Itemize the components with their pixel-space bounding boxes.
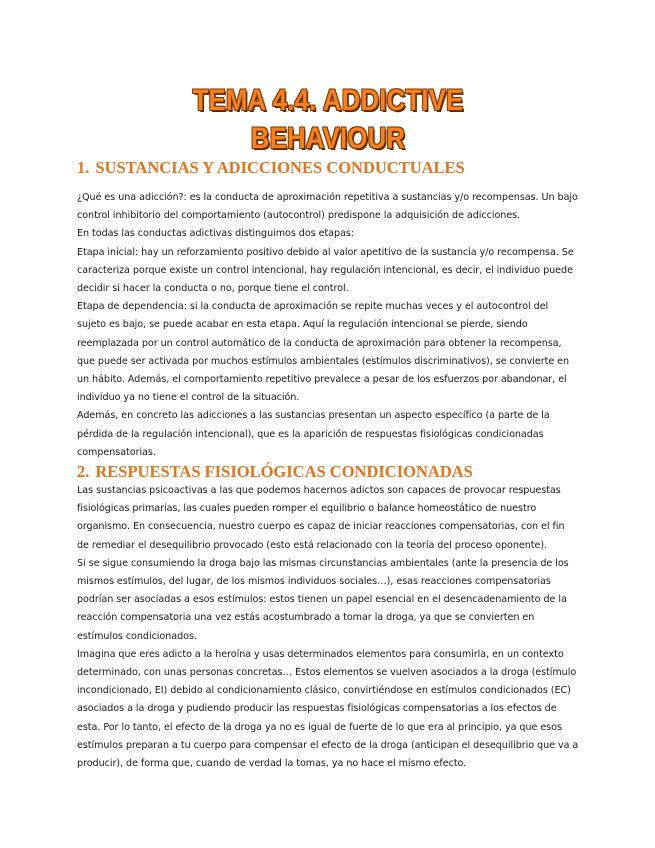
paragraph-1-3: Etapa inicial: hay un reforzamiento positivo debido al valor apetitivo de la sustancia y/o recompensa. Se caracteriza porque existe un control intencional, hay regulación intencional, es decir, el individuo puede decidir si hacer la conducta o no, porque tiene el control. (77, 246, 574, 295)
paragraph-1-1: ¿Qué es una adicción?: es la conducta de aproximación repetitiva a sustancias y/o recompensas. Un bajo control inhibitorio del comportamiento (autocontrol) predispone la adquisición de adicciones. (77, 192, 578, 222)
paragraph-2-1: Las sustancias psicoactivas a las que podemos hacernos adictos son capaces de provocar respuestas fisiológicas primarias, las cuales pueden romper el equilibrio o balance homeostático de nuestro organismo. En consecuencia, nuestro cuerpo es capaz de iniciar reacciones compensatorias, con el fin de remediar el desequilibrio provocado (esto está relacionado con la teoría del proceso oponente). (77, 485, 565, 551)
section-title-2: RESPUESTAS FISIOLÓGICAS CONDICIONADAS (95, 462, 473, 482)
section-title-1: SUSTANCIAS Y ADICCIONES CONDUCTUALES (95, 158, 465, 177)
section-number-1: 1. (77, 158, 90, 177)
paragraph-1-4: Etapa de dependencia: si la conducta de aproximación se repite muchas veces y el autocontrol del sujeto es bajo, se puede acabar en esta etapa. Aquí la regulación intencional se pierde, siendo reemplazada por un control automático de la conducta de aproximación para obtener la recompensa, que puede ser activada por muchos estímulos ambientales (estímulos discriminativos), se convierte en un hábito. Además, el comportamiento repetitivo prevalece a pesar de los esfuerzos por abandonar, el individuo ya no tiene el control de la situación. (77, 301, 570, 404)
section-heading-1 (77, 158, 579, 178)
section-heading-2 (77, 462, 579, 482)
paragraph-2-3: Imagina que eres adicto a la heroína y usas determinados elementos para consumirla, en un contexto determinado, con unas personas concretas… Estos elementos se vuelven asociados a la droga (estímulo incondicionado, EI) debido al condicionamiento clásico, convirtiéndose en estímulos condicionados (EC) asociados a la droga y pudiendo producir las respuestas fisiológicas compensatorias a los efectos de esta. Por lo tanto, el efecto de la droga ya no es igual de fuerte de lo que era al principio, ya que esos estímulos preparan a tu cuerpo para compensar el efecto de la droga (anticipan el desequilibrio que va a producir), de forma que, cuando de verdad la tomas, ya no hace el mismo efecto. (77, 648, 579, 770)
section-number-2: 2. (77, 462, 90, 482)
paragraph-1-2: En todas las conductas adictivas distinguimos dos etapas: (77, 228, 354, 240)
paragraph-1-5: Además, en concreto las adicciones a las sustancias presentan un aspecto específico (a parte de la pérdida de la regulación intencional), que es la aparición de respuestas fisiológicas condicionadas compensatorias. (77, 410, 550, 458)
document-title: TEMA 4.4. ADDICTIVE BEHAVIOUR (192, 84, 464, 155)
paragraph-2-2: Si se sigue consumiendo la droga bajo las mismas circunstancias ambientales (ante la presencia de los mismos estímulos, del lugar, de los mismos individuos sociales…), esas reacciones compensatorias podrían ser asociadas a esos estímulos: estos tienen un papel esencial en el desencadenamiento de la reacción compensatoria una vez estás acostumbrado a tomar la droga, ya que se convierten en estímulos condicionados. (77, 557, 569, 642)
